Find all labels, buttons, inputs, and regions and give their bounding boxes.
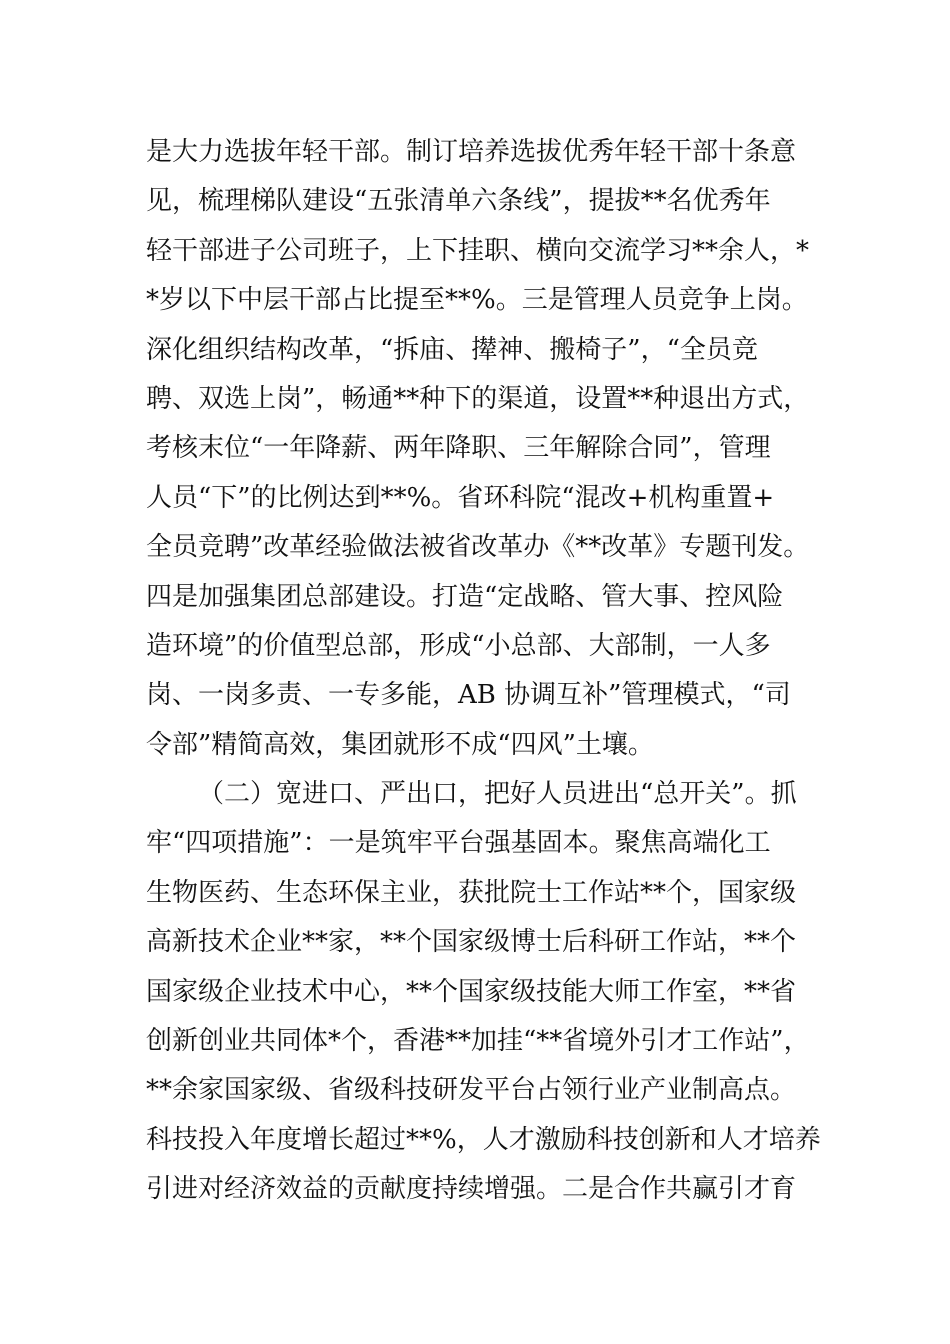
text-line: 见，梳理梯队建设“五张清单六条线”，提拔**名优秀年: [146, 186, 771, 217]
section-heading-line: （二）宽进口、严出口，把好人员进出“总开关”。抓: [198, 779, 797, 810]
text-line: 四是加强集团总部建设。打造“定战略、管大事、控风险: [146, 581, 784, 612]
text-line: *岁以下中层干部占比提至**%。三是管理人员竞争上岗。: [146, 285, 808, 316]
text-line: 全员竞聘”改革经验做法被省改革办《**改革》专题刊发。: [146, 532, 810, 563]
text-line: 是大力选拔年轻干部。制订培养选拔优秀年轻干部十条意: [146, 137, 797, 167]
text-line: 人员“下”的比例达到**%。省环科院“混改+机构重置+: [146, 482, 775, 513]
text-line: 生物医药、生态环保主业，获批院士工作站**个，国家级: [146, 877, 797, 908]
text-line: 聘、双选上岗”，畅通**种下的渠道，设置**种退出方式，: [146, 383, 810, 414]
text-line: 高新技术企业**家，**个国家级博士后科研工作站，**个: [146, 927, 797, 958]
text-line: 国家级企业技术中心，**个国家级技能大师工作室，**省: [146, 976, 797, 1007]
text-line: 造环境”的价值型总部，形成“小总部、大部制，一人多: [146, 630, 771, 661]
body-text: [146, 128, 821, 1215]
text-line: 深化组织结构改革，“拆庙、撵神、搬椅子”，“全员竞: [146, 334, 758, 365]
text-line: **余家国家级、省级科技研发平台占领行业产业制高点。: [146, 1075, 797, 1106]
text-line: 考核末位“一年降薪、两年降职、三年解除合同”，管理: [146, 433, 771, 464]
text-line: 岗、一岗多责、一专多能，AB 协调互补”管理模式，“司: [146, 680, 791, 711]
text-line: 创新创业共同体*个，香港**加挂“**省境外引才工作站”，: [146, 1026, 810, 1057]
text-line: 轻干部进子公司班子，上下挂职、横向交流学习**余人，*: [146, 235, 810, 266]
text-line: 引进对经济效益的贡献度持续增强。二是合作共赢引才育: [146, 1174, 797, 1205]
text-line: 令部”精简高效，集团就形不成“四风”土壤。: [146, 729, 654, 760]
text-line: 牢“四项措施”：一是筑牢平台强基固本。聚焦高端化工: [146, 828, 771, 859]
text-line: 科技投入年度增长超过**%，人才激励科技创新和人才培养: [146, 1124, 821, 1155]
